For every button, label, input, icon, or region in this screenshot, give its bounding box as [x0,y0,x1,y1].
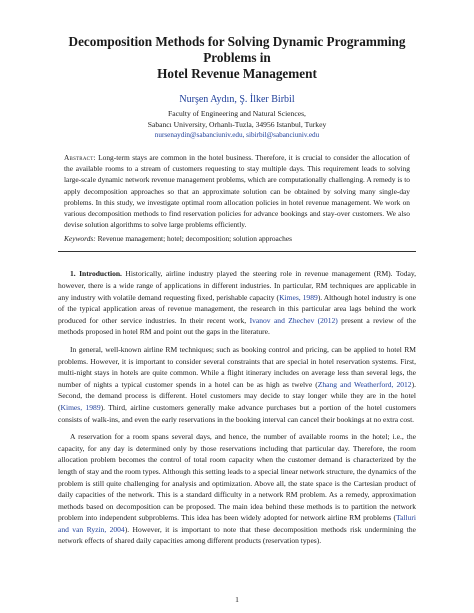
page-number: 1 [235,595,239,604]
title-line-2: Hotel Revenue Management [157,66,317,81]
p2-text-a: In general, well-known airline RM techniques; such as booking control and pricing, can be applied to hotel RM problems. However, it is important to consider several constraints that are special in hotel reservation systems. First, multi-night stays in hotels are quite common. While a flight itinerary includes on average less than several legs, the number of nights a typical customer spends in a hotel can be as high as twelve ( [58,344,416,389]
abstract [58,152,416,230]
abstract-divider [58,251,416,252]
intro-paragraph-2 [58,344,416,425]
citation-kimes-1989[interactable]: Kimes, 1989 [279,292,318,302]
p1-text-a: Historically, airline industry played the steering role in revenue management (RM). Today, however, there is a wide range of applications in different industries. In particular, RM techniques are applicable in any industry with volatile demand requesting fixed, perishable capacity ( [58,269,417,302]
keywords-text: Revenue management; hotel; decomposition; solution approaches [97,234,292,244]
citation-kimes-1989-b[interactable]: Kimes, 1989 [60,402,101,412]
affiliation-line-2: Sabancı University, Orhanlı-Tuzla, 34956 Istanbul, Turkey [147,119,327,129]
authors[interactable]: Nurşen Aydın, Ş. İlker Birbil [179,94,295,105]
p1-text-b: ). Although hotel industry is one of the typical application areas of revenue management, the research in this particular area lags behind the work produced for other service industries. In their recent work, [58,292,416,325]
p3-text-b: ). However, it is important to note that these decomposition methods risk undermining the network effects of shared daily capacities among different products (reservation types). [58,524,416,546]
section-heading: 1. Introduction. [70,269,122,279]
abstract-label: Abstract: [64,153,96,162]
keywords [58,233,416,244]
affiliation [58,109,416,130]
title-line-1: Decomposition Methods for Solving Dynamic Programming Problems in [68,34,406,65]
citation-talluri-van-ryzin[interactable]: Talluri and van Ryzin, 2004 [58,513,416,534]
p1-text-c: present a review of the methods proposed in hotel RM and point out the gaps in the literature. [58,315,416,337]
citation-ivanov-zhechev[interactable]: Ivanov and Zhechev (2012) [249,315,338,325]
keywords-label: Keywords: [64,234,96,244]
paper-title [58,34,416,82]
p2-text-b: ). Second, the demand process is different. Hotel customers may decide to stay longer while they are in the hotel ( [58,379,416,412]
p2-text-c: ). Third, airline customers generally make advance purchases but a portion of the hotel customers consists of walk-ins, and even the early reservations in the booking interval can cancel their bookings at no extra cost. [58,402,416,424]
affiliation-line-1: Faculty of Engineering and Natural Sciences, [168,109,306,118]
author-emails[interactable]: nursenaydin@sabanciuniv.edu, sibirbil@sabanciuniv.edu [154,131,320,139]
intro-paragraph-1 [58,268,416,338]
intro-paragraph-3 [58,431,416,547]
p3-text-a: A reservation for a room spans several days, and hence, the number of available rooms in the hotel; i.e., the capacity, for any day is determined only by those reservations including that particular day. Therefore, the room allocation problem becomes the control of total room capacity when the customer demand is characterized by the length of stay and the room types. Although this setting leads to a special linear network structure, the dynamics of the problem is still quite challenging for analysis and optimization. Above all, the state space is the Cartesian product of daily capacities of the network. This is a standard difficulty in a network RM problem. As a remedy, approximation methods based on decomposition can be proposed. The main idea behind these methods is to partition the network problem into independent subproblems. This idea has been widely adopted for network airline RM problems ( [58,432,416,523]
abstract-text: Long-term stays are common in the hotel business. Therefore, it is crucial to consider the allocation of the available rooms to a stream of customers requesting to stay multiple days. This requirement leads to solving large-scale dynamic network revenue management problems, which are computationally challenging. A remedy is to apply decomposition approaches so that an approximate solution can be obtained by solving many single-day problems. In this study, we investigate optimal room allocation policies in hotel revenue management. We work on various decomposition methods to find reservation policies for advance bookings and stay-over customers. We also devise solution algorithms to solve large problems efficiently. [64,153,410,230]
citation-zhang-weatherford[interactable]: Zhang and Weatherford, 2012 [317,379,412,389]
